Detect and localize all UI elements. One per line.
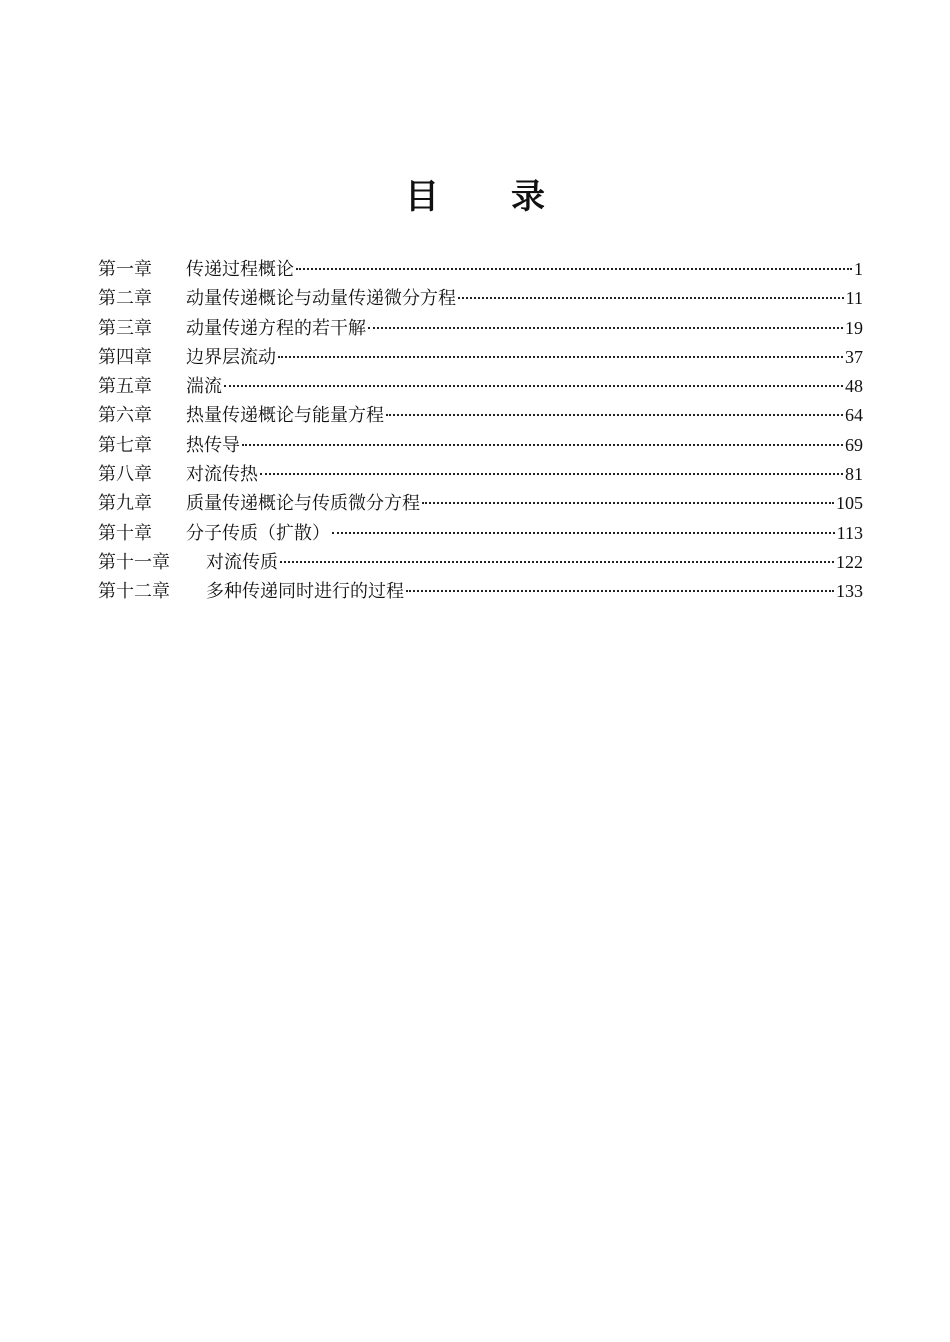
toc-entry[interactable]	[98, 577, 863, 606]
toc-entry[interactable]	[98, 431, 863, 460]
toc-chapter-label: 第一章	[98, 259, 152, 280]
toc-chapter-label: 第四章	[98, 346, 152, 368]
toc-page-number: 122	[836, 551, 863, 572]
toc-page-number: 1	[854, 259, 863, 279]
title-char-1: 目	[405, 177, 439, 217]
toc-entry[interactable]	[98, 548, 863, 577]
toc-page-number: 113	[836, 522, 863, 543]
toc-leader-dots	[368, 325, 843, 329]
toc-leader-dots	[260, 471, 843, 475]
toc-leader-dots	[386, 412, 843, 416]
toc-chapter-title: 动量传递方程的若干解	[186, 317, 366, 339]
toc-entry[interactable]	[98, 489, 863, 518]
toc-page-number: 48	[845, 376, 863, 397]
toc-chapter-title: 传递过程概论	[186, 259, 294, 280]
toc-page-number: 19	[845, 317, 863, 338]
toc-chapter-label: 第九章	[98, 493, 152, 515]
toc-leader-dots	[422, 500, 834, 504]
toc-entry[interactable]	[98, 314, 863, 343]
toc-leader-dots	[458, 295, 844, 299]
toc-chapter-title: 质量传递概论与传质微分方程	[186, 493, 420, 515]
toc-page-number: 11	[845, 288, 863, 309]
toc-chapter-label: 第六章	[98, 405, 152, 427]
toc-entry[interactable]	[98, 372, 863, 401]
toc-chapter-title: 动量传递概论与动量传递微分方程	[186, 288, 456, 310]
toc-entry[interactable]	[98, 343, 863, 372]
toc-chapter-label: 第五章	[98, 376, 152, 398]
toc-chapter-title: 分子传质（扩散）	[186, 522, 330, 544]
toc-entry[interactable]	[98, 519, 863, 548]
toc-leader-dots	[278, 354, 843, 358]
toc-chapter-label: 第二章	[98, 288, 152, 310]
toc-chapter-label: 第十一章	[98, 551, 170, 573]
toc-leader-dots	[280, 559, 834, 563]
toc-chapter-title: 湍流	[186, 376, 222, 398]
title-char-2: 录	[511, 177, 545, 217]
toc-leader-dots	[242, 442, 843, 446]
page-title	[0, 172, 950, 222]
toc-entry[interactable]	[98, 284, 863, 313]
toc-page-number: 69	[845, 434, 863, 455]
toc-chapter-label: 第十章	[98, 522, 152, 544]
toc-chapter-title: 热传导	[186, 434, 240, 456]
toc-chapter-label: 第三章	[98, 317, 152, 339]
toc-page-number: 133	[836, 581, 863, 602]
toc-page-number: 64	[845, 405, 863, 426]
toc-entry[interactable]	[98, 460, 863, 489]
toc-entry[interactable]	[98, 401, 863, 430]
toc-leader-dots	[296, 266, 852, 270]
toc-chapter-title: 边界层流动	[186, 346, 276, 368]
toc-leader-dots	[332, 530, 835, 534]
toc-chapter-label: 第八章	[98, 464, 152, 486]
toc-entry[interactable]	[98, 255, 863, 284]
toc-page-number: 81	[845, 464, 863, 485]
toc-chapter-label: 第七章	[98, 434, 152, 456]
toc-page-number: 105	[836, 493, 863, 514]
toc-page-number: 37	[845, 346, 863, 367]
toc-chapter-title: 热量传递概论与能量方程	[186, 405, 384, 427]
toc-leader-dots	[224, 383, 843, 387]
toc-chapter-label: 第十二章	[98, 581, 170, 603]
toc-chapter-title: 多种传递同时进行的过程	[206, 581, 404, 603]
toc-leader-dots	[406, 588, 834, 592]
table-of-contents	[98, 255, 863, 607]
toc-chapter-title: 对流传质	[206, 551, 278, 573]
toc-chapter-title: 对流传热	[186, 464, 258, 486]
